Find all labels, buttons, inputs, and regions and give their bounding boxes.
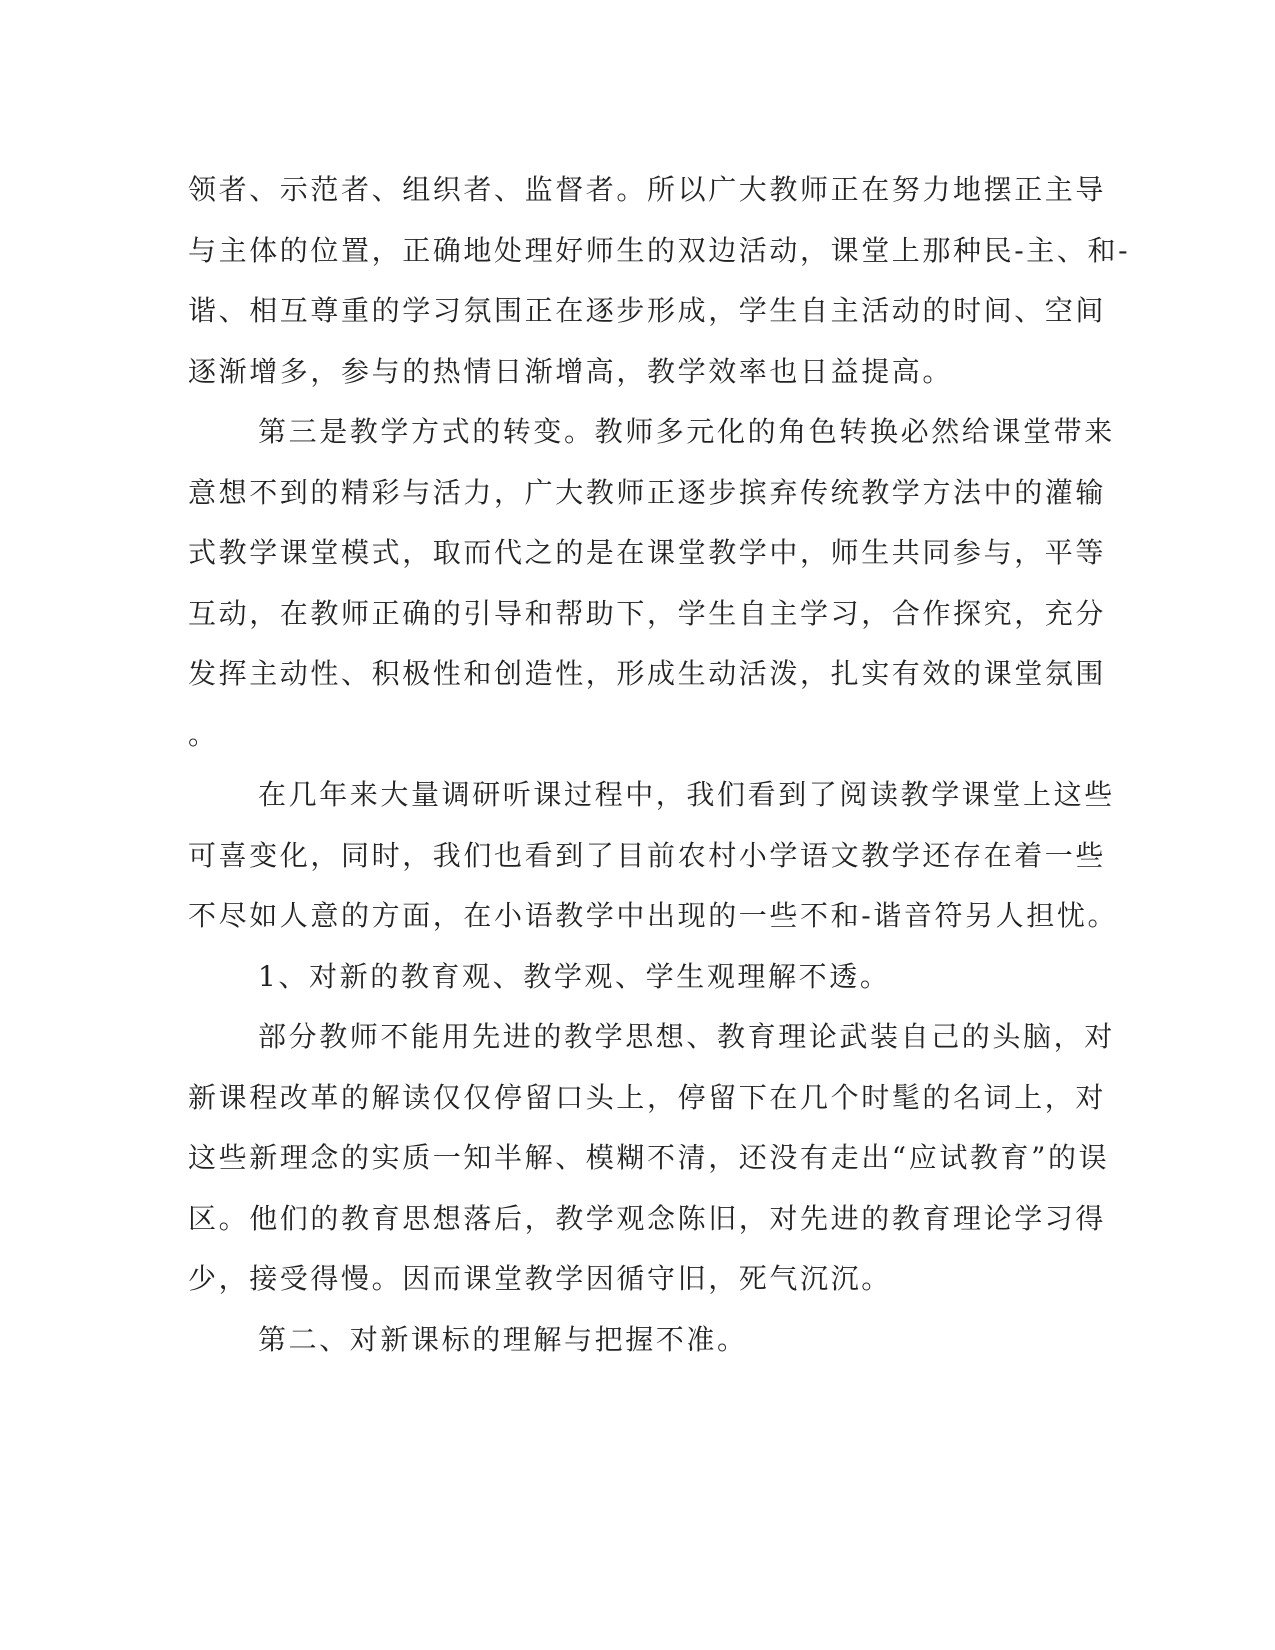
document-body <box>188 160 1131 1370</box>
text-line: 领者、示范者、组织者、监督者。所以广大教师正在努力地摆正主导 <box>188 173 1107 206</box>
text-line: 部分教师不能用先进的教学思想、教育理论武装自己的头脑，对 <box>258 1020 1115 1053</box>
text-line: 1、对新的教育观、教学观、学生观理解不透。 <box>258 959 891 993</box>
text-line: 第二、对新课标的理解与把握不准。 <box>258 1322 748 1356</box>
text-line: 意想不到的精彩与活力，广大教师正逐步摈弃传统教学方法中的灌输 <box>188 475 1107 509</box>
text-line: 可喜变化，同时，我们也看到了目前农村小学语文教学还存在着一些 <box>188 838 1107 872</box>
text-line: 与主体的位置，正确地处理好师生的双边活动，课堂上那种民-主、和- <box>188 233 1131 267</box>
text-line: 发挥主动性、积极性和创造性，形成生动活泼，扎实有效的课堂氛围 <box>188 657 1107 690</box>
text-line: 。 <box>188 717 219 751</box>
text-line: 不尽如人意的方面，在小语教学中出现的一些不和-谐音符另人担忧。 <box>188 899 1119 932</box>
text-line: 少，接受得慢。因而课堂教学因循守旧，死气沉沉。 <box>188 1262 892 1295</box>
text-line: 式教学课堂模式，取而代之的是在课堂教学中，师生共同参与，平等 <box>188 536 1107 569</box>
text-line: 区。他们的教育思想落后，教学观念陈旧，对先进的教育理论学习得 <box>188 1201 1107 1235</box>
text-line: 这些新理念的实质一知半解、模糊不清，还没有走出“应试教育”的误 <box>188 1141 1110 1174</box>
text-line: 新课程改革的解读仅仅停留口头上，停留下在几个时髦的名词上，对 <box>188 1080 1107 1114</box>
text-line: 第三是教学方式的转变。教师多元化的角色转换必然给课堂带来 <box>258 415 1115 448</box>
text-line: 互动，在教师正确的引导和帮助下，学生自主学习，合作探究，充分 <box>188 596 1107 630</box>
text-line: 在几年来大量调研听课过程中，我们看到了阅读教学课堂上这些 <box>258 778 1115 811</box>
text-line: 谐、相互尊重的学习氛围正在逐步形成，学生自主活动的时间、空间 <box>188 294 1107 327</box>
text-line: 逐渐增多，参与的热情日渐增高，教学效率也日益提高。 <box>188 354 954 388</box>
